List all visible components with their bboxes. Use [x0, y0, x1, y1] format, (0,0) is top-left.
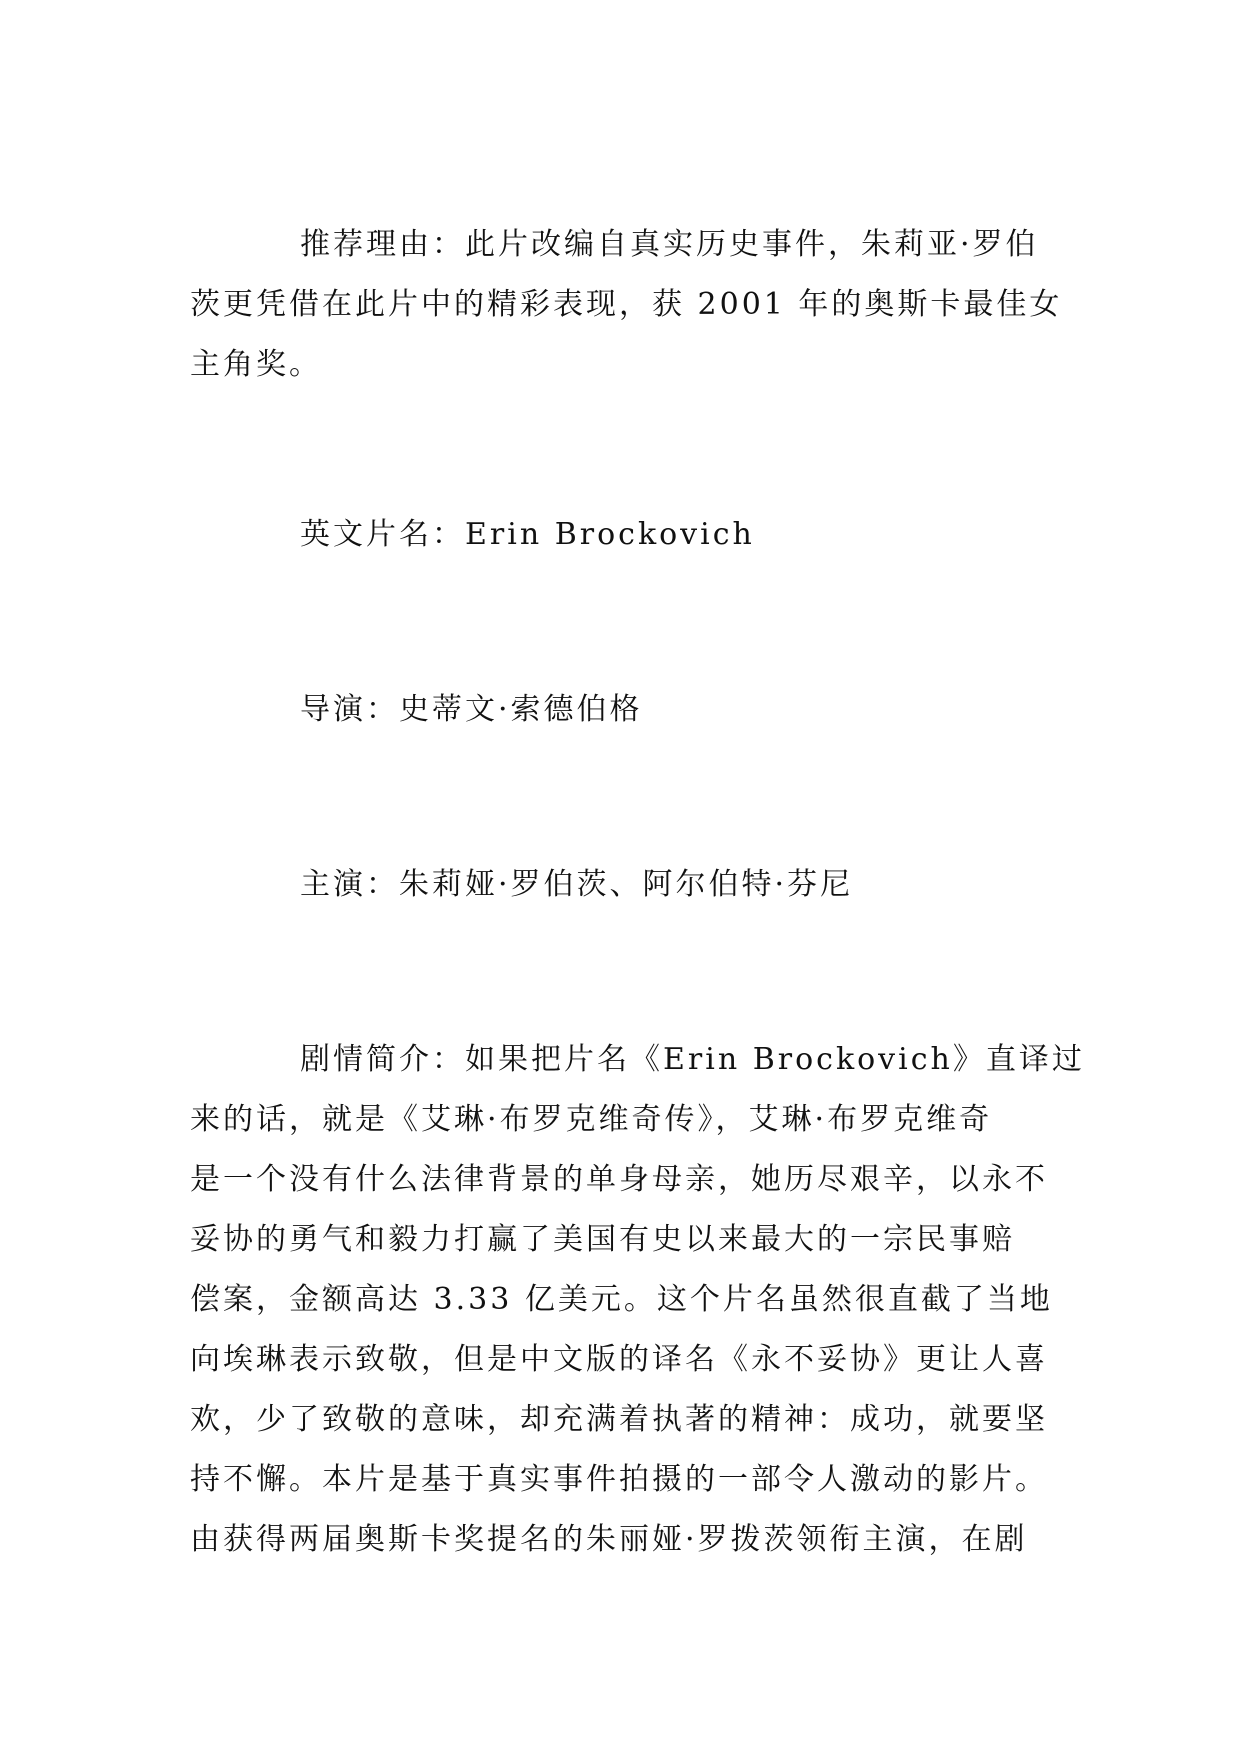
paragraph-line: 持不懈。本片是基于真实事件拍摄的一部令人激动的影片。	[190, 1462, 1048, 1497]
paragraph-line: 偿案，金额高达 3.33 亿美元。这个片名虽然很直截了当地	[190, 1282, 1053, 1317]
paragraph-line: 主角奖。	[190, 347, 322, 382]
recommendation-paragraph	[190, 215, 1063, 395]
paragraph-line: 是一个没有什么法律背景的单身母亲，她历尽艰辛，以永不	[190, 1162, 1048, 1197]
paragraph-line: 由获得两届奥斯卡奖提名的朱丽娅·罗拨茨领衔主演，在剧	[190, 1522, 1028, 1557]
paragraph-line: 妥协的勇气和毅力打赢了美国有史以来最大的一宗民事赔	[190, 1222, 1015, 1257]
synopsis-paragraph	[190, 1030, 1085, 1570]
cast-paragraph	[190, 855, 1050, 915]
paragraph-line: 来的话，就是《艾琳·布罗克维奇传》，艾琳·布罗克维奇	[190, 1102, 993, 1137]
paragraph-line: 茨更凭借在此片中的精彩表现，获 2001 年的奥斯卡最佳女	[190, 287, 1063, 322]
paragraph-line: 剧情简介：如果把片名《Erin Brockovich》直译过	[300, 1042, 1085, 1077]
director-paragraph	[190, 680, 1050, 740]
english-title-line: 英文片名：Erin Brockovich	[300, 517, 755, 552]
english-title-paragraph	[190, 505, 1050, 565]
director-line: 导演：史蒂文·索德伯格	[300, 692, 643, 727]
paragraph-line: 向埃琳表示致敬，但是中文版的译名《永不妥协》更让人喜	[190, 1342, 1048, 1377]
paragraph-line: 推荐理由：此片改编自真实历史事件，朱莉亚·罗伯	[300, 227, 1039, 262]
cast-line: 主演：朱莉娅·罗伯茨、阿尔伯特·芬尼	[300, 867, 854, 902]
paragraph-line: 欢，少了致敬的意味，却充满着执著的精神：成功，就要坚	[190, 1402, 1048, 1437]
